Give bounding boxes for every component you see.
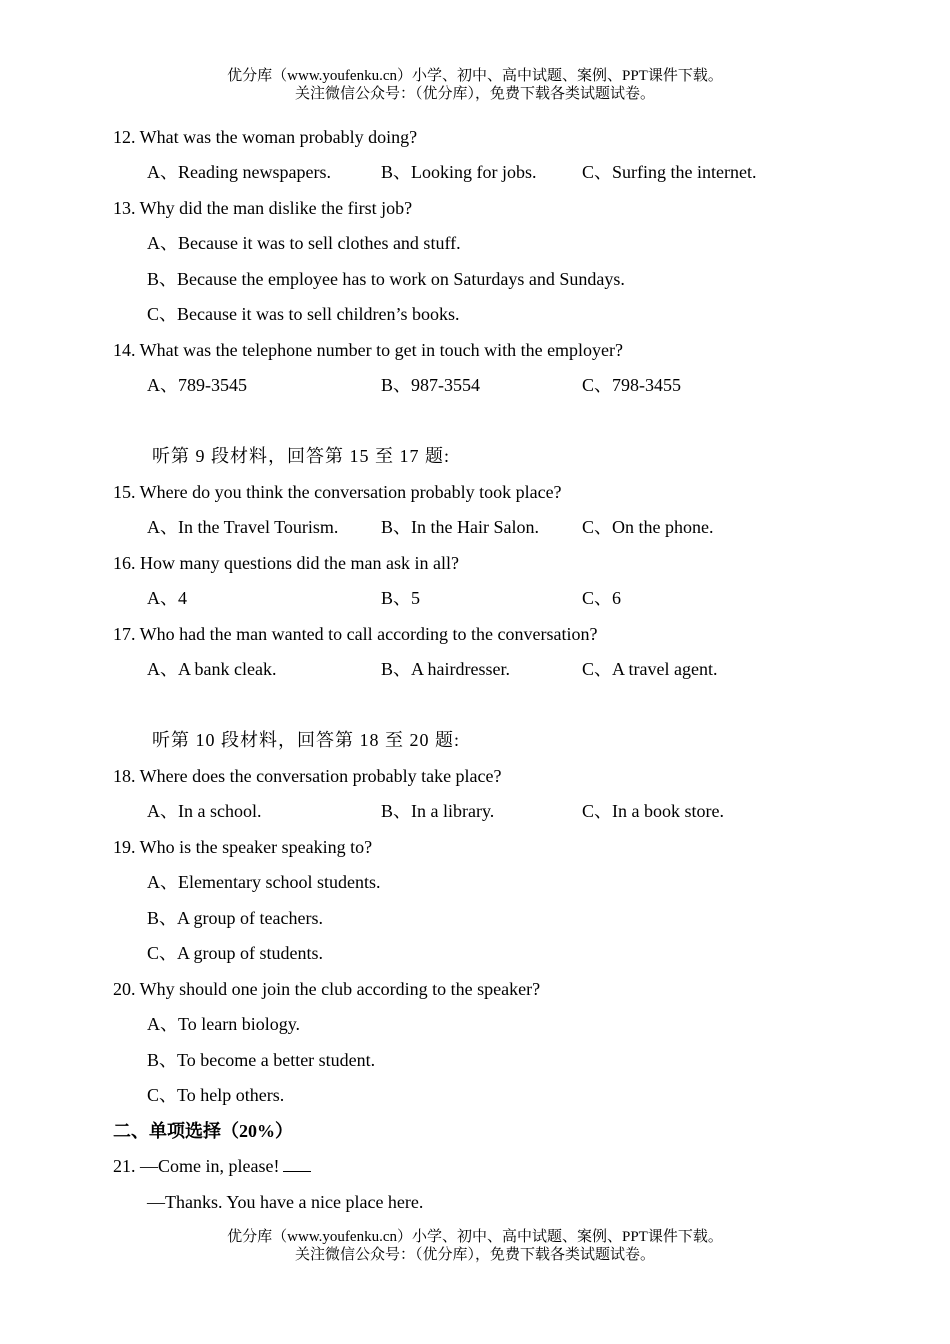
question-12: 12. What was the woman probably doing?: [113, 127, 418, 147]
q19-option-b: B、A group of teachers.: [147, 908, 323, 928]
q12-option-a: A、Reading newspapers.: [147, 162, 331, 182]
q20-option-b: B、To become a better student.: [147, 1050, 376, 1070]
question-21-text: 21. —Come in, please!: [113, 1156, 280, 1176]
q12-option-c: C、Surfing the internet.: [582, 162, 757, 182]
q14-option-a: A、789-3545: [147, 375, 247, 395]
q15-option-c: C、On the phone.: [582, 517, 714, 537]
q19-option-a: A、Elementary school students.: [147, 872, 381, 892]
q15-option-a: A、In the Travel Tourism.: [147, 517, 339, 537]
footer-line-2: 关注微信公众号：（优分库），免费下载各类试题试卷。: [294, 1247, 655, 1263]
q18-option-a: A、In a school.: [147, 801, 262, 821]
q14-option-b: B、987-3554: [381, 375, 480, 395]
q19-option-c: C、A group of students.: [147, 943, 324, 963]
q13-option-b: B、Because the employee has to work on Saturdays and Sundays.: [147, 269, 625, 289]
part-2-heading: 二、单项选择（20%）: [113, 1121, 293, 1141]
q16-option-c: C、6: [582, 588, 622, 608]
q14-option-c: C、798-3455: [582, 375, 681, 395]
header-line-2: 关注微信公众号：（优分库），免费下载各类试题试卷。: [294, 86, 655, 102]
question-21: [113, 1155, 311, 1177]
question-13: 13. Why did the man dislike the first job?: [113, 198, 413, 218]
question-19: 19. Who is the speaker speaking to?: [113, 837, 373, 857]
q17-option-c: C、A travel agent.: [582, 659, 718, 679]
q20-option-a: A、To learn biology.: [147, 1014, 301, 1034]
q16-option-b: B、5: [381, 588, 421, 608]
q20-option-c: C、To help others.: [147, 1085, 285, 1105]
section-9-instruction: 听第 9 段材料，回答第 15 至 17 题:: [152, 446, 450, 466]
q18-option-b: B、In a library.: [381, 801, 495, 821]
q18-option-c: C、In a book store.: [582, 801, 724, 821]
section-10-instruction: 听第 10 段材料，回答第 18 至 20 题:: [152, 730, 460, 750]
q12-option-b: B、Looking for jobs.: [381, 162, 537, 182]
page-footer: [0, 1228, 950, 1264]
question-16: 16. How many questions did the man ask in all?: [113, 553, 459, 573]
q13-option-c: C、Because it was to sell children’s books.: [147, 304, 460, 324]
q17-option-a: A、A bank cleak.: [147, 659, 277, 679]
q15-option-b: B、In the Hair Salon.: [381, 517, 539, 537]
q13-option-a: A、Because it was to sell clothes and stuff.: [147, 233, 461, 253]
q16-option-a: A、4: [147, 588, 187, 608]
q21-reply: —Thanks. You have a nice place here.: [147, 1192, 424, 1212]
question-18: 18. Where does the conversation probably take place?: [113, 766, 502, 786]
question-15: 15. Where do you think the conversation probably took place?: [113, 482, 562, 502]
answer-blank: [283, 1155, 311, 1172]
q17-option-b: B、A hairdresser.: [381, 659, 510, 679]
question-17: 17. Who had the man wanted to call according to the conversation?: [113, 624, 598, 644]
footer-line-1: 优分库（www.youfenku.cn）小学、初中、高中试题、案例、PPT课件下载。: [227, 1229, 723, 1245]
question-20: 20. Why should one join the club according to the speaker?: [113, 979, 541, 999]
page-header: [0, 67, 950, 103]
header-line-1: 优分库（www.youfenku.cn）小学、初中、高中试题、案例、PPT课件下载。: [227, 68, 723, 84]
question-14: 14. What was the telephone number to get in touch with the employer?: [113, 340, 624, 360]
